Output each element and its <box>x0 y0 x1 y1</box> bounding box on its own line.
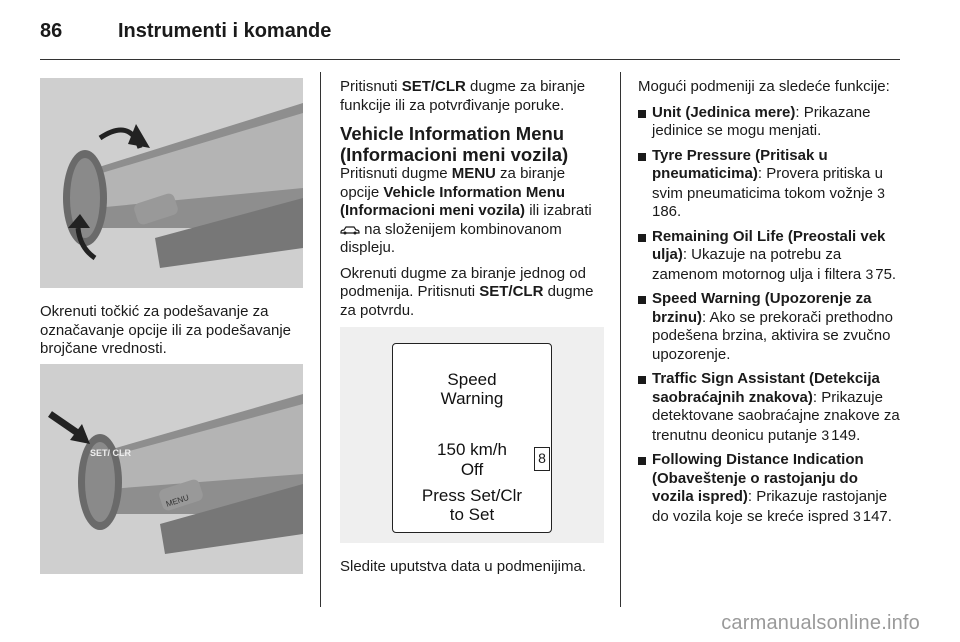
column-divider-right <box>620 72 621 607</box>
speed-warning-display <box>340 327 604 543</box>
submenu-item-title: Remaining Oil Life (Preostali vek ulja) <box>652 227 886 263</box>
bullet-square-icon <box>638 110 646 118</box>
submenu-item <box>638 147 903 222</box>
menu-label: MENU <box>164 492 191 509</box>
page-reference-icon: 3 <box>821 426 830 443</box>
display-line-to-set: to Set <box>449 505 495 524</box>
submenu-item-text: : Prikazane jedinice se mogu menjati. <box>652 103 871 139</box>
column-2 <box>340 78 608 327</box>
watermark: carmanualsonline.info <box>721 612 920 634</box>
submenu-item-text: : Ako se prekorači prethodno podešena brzina, aktivira se zvučno upozorenje. <box>652 308 893 363</box>
menu-paragraph: Pritisnuti dugme MENU za biranje opcije Vehicle Information Menu (Informacioni meni vozila) ili izabrati na složenijem kombinovanom displeju. <box>340 165 592 256</box>
submenu-item <box>638 228 903 285</box>
page-reference: 149. <box>831 426 861 444</box>
submenu-item-text: : Prikazuje detektovane saobraćajne znakove za trenutnu deonicu putanje <box>652 388 900 444</box>
page-reference: 75. <box>875 265 897 283</box>
column-divider-left <box>320 72 321 607</box>
stalk-thumbwheel-photo <box>40 78 303 288</box>
page-reference-icon: 3 <box>865 265 874 282</box>
page-title: Instrumenti i komande <box>118 20 332 42</box>
display-line-off: Off <box>460 460 484 479</box>
section-heading: Vehicle Information Menu (Informacioni meni vozila) <box>340 123 569 165</box>
display-line-speed-value: 150 km/h <box>437 440 507 459</box>
bullet-square-icon <box>638 376 646 384</box>
display-screen <box>392 343 552 533</box>
bullet-square-icon <box>638 457 646 465</box>
submenu-item <box>638 290 903 364</box>
page-reference-icon: 3 <box>852 507 861 524</box>
submenu-item-text: : Ukazuje na potrebu za zamenom motornog ulja i filtera <box>652 246 862 283</box>
submenu-item-title: Speed Warning (Upozorenje za brzinu) <box>652 290 872 326</box>
submenu-item <box>638 451 903 526</box>
display-line-warning: Warning <box>440 389 504 408</box>
bullet-square-icon <box>638 153 646 161</box>
submenu-item-title: Unit (Jedinica mere) <box>652 103 796 121</box>
submenu-instructions: Sledite uputstva data u podmenijima. <box>340 558 586 575</box>
display-line-speed: Speed <box>447 370 497 389</box>
bullet-square-icon <box>638 234 646 242</box>
bullet-square-icon <box>638 296 646 304</box>
car-icon <box>340 225 360 235</box>
stalk-set-clr-photo <box>40 364 303 574</box>
submenu-item-title: Traffic Sign Assistant (Detekcija saobraćajnih znakova) <box>652 370 880 406</box>
page-number: 86 <box>40 20 63 42</box>
submenu-intro: Mogući podmeniji za sledeće funkcije: <box>638 78 890 95</box>
submenu-item <box>638 104 903 141</box>
set-clr-label: SET/ CLR <box>90 448 132 458</box>
page-reference: 186. <box>652 203 682 220</box>
submenu-item-title: Following Distance Indication (Obaveštenje o rastojanju do vozila ispred) <box>652 451 864 505</box>
column-3 <box>638 78 903 532</box>
set-clr-paragraph: Pritisnuti SET/CLR dugme za biranje funkcije ili za potvrđivanje poruke. <box>340 78 586 114</box>
page-reference-icon: 3 <box>877 184 885 201</box>
submenu-paragraph: Okrenuti dugme za biranje jednog od podmenija. Pritisnuti SET/CLR dugme za potvrdu. <box>340 264 594 319</box>
submenu-item-text: : Prikazuje rastojanje do vozila koje se kreće ispred <box>652 488 888 525</box>
header-rule <box>40 59 900 60</box>
submenu-list <box>638 104 903 527</box>
submenu-item-title: Tyre Pressure (Pritisak u pneumaticima) <box>652 146 828 182</box>
display-line-press: Press Set/Clr <box>421 486 523 505</box>
page-reference: 147. <box>862 507 892 525</box>
submenu-item <box>638 370 903 445</box>
submenu-item-text: : Provera pritiska u svim pneumaticima tokom vožnje <box>652 165 883 202</box>
display-marker: 8 <box>534 447 550 471</box>
thumbwheel-caption: Okrenuti točkić za podešavanje za označavanje opcije ili za podešavanje brojčane vrednosti. <box>40 303 292 357</box>
